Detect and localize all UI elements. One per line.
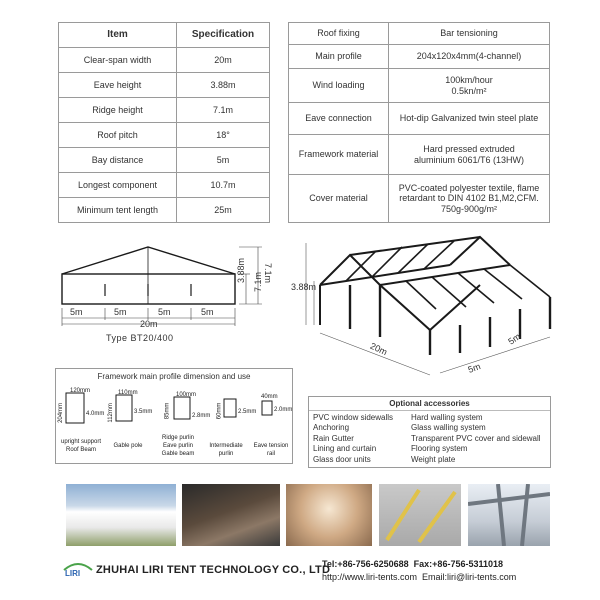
accessories-list-left xyxy=(313,413,393,465)
email-address[interactable]: Email:liri@liri-tents.com xyxy=(422,572,517,582)
table-row xyxy=(59,173,270,198)
list-item: Glass walling system xyxy=(411,423,486,433)
profile-dim: 4.0mm xyxy=(86,411,105,417)
profile-dim: 2.0mm xyxy=(274,407,293,413)
spec-cell: 5m xyxy=(177,148,270,173)
spec-cell xyxy=(389,135,550,175)
spec-cell: 18° xyxy=(177,123,270,148)
profile-dim: 110mm xyxy=(118,390,138,396)
item-cell: Roof fixing xyxy=(289,23,389,45)
spec-line: Hard pressed extruded xyxy=(423,144,515,155)
table-row xyxy=(289,103,550,135)
table-row xyxy=(289,135,550,175)
table-row xyxy=(289,69,550,103)
bay-dimension-label: 5m xyxy=(201,307,214,317)
profile-sections xyxy=(56,385,292,435)
ridge-height-label: 7.1m xyxy=(253,271,263,292)
fax-number: Fax:+86-756-5311018 xyxy=(413,559,503,569)
photo-aluminium-profiles xyxy=(379,484,461,546)
eave-height-label: 3.88m xyxy=(236,257,246,283)
profile-dim: 204mm xyxy=(58,402,65,423)
spec-cell: 7.1m xyxy=(177,98,270,123)
profile-dimension-panel xyxy=(55,368,293,464)
spec-cell: Hot-dip Galvanized twin steel plate xyxy=(389,103,550,135)
table-row xyxy=(59,48,270,73)
table-row xyxy=(289,23,550,45)
item-cell: Eave height xyxy=(59,73,177,98)
item-cell: Longest component xyxy=(59,173,177,198)
table-row xyxy=(59,148,270,173)
table-row xyxy=(289,175,550,223)
spec-cell: 25m xyxy=(177,198,270,223)
accessories-list-right xyxy=(411,413,541,465)
table-row xyxy=(59,98,270,123)
spec-cell: 10.7m xyxy=(177,173,270,198)
item-cell: Main profile xyxy=(289,45,389,69)
table-row xyxy=(289,45,550,69)
item-cell: Roof pitch xyxy=(59,123,177,148)
item-cell: Clear-span width xyxy=(59,48,177,73)
item-cell: Framework material xyxy=(289,135,389,175)
company-logo xyxy=(62,556,94,578)
spec-line: 750g-900g/m² xyxy=(440,203,498,214)
profile-caption: upright support Roof Beam xyxy=(60,439,102,453)
type-label: Type BT20/400 xyxy=(106,333,174,343)
profile-caption: Eave tension rail xyxy=(253,443,289,457)
website-link[interactable]: http://www.liri-tents.com xyxy=(322,572,418,582)
profile-section-shape xyxy=(224,399,236,417)
spec-line: 100km/hour xyxy=(445,75,493,86)
elevation-bay-markers xyxy=(105,284,191,296)
item-cell: Ridge height xyxy=(59,98,177,123)
logo-text: LIRI xyxy=(65,569,81,578)
phone-number: Tel:+86-756-6250688 xyxy=(322,559,409,569)
iso-bay-label: 5m xyxy=(506,331,523,347)
accessories-title: Optional accessories xyxy=(309,399,550,411)
bay-dimension-label: 5m xyxy=(158,307,171,317)
list-item: Hard walling system xyxy=(411,413,483,422)
list-item: Rain Gutter xyxy=(313,433,354,443)
profile-dim: 2.8mm xyxy=(192,413,211,419)
spec-line: PVC-coated polyester textile, flame xyxy=(398,182,540,193)
spec-cell: 20m xyxy=(177,48,270,73)
list-item: Lining and curtain xyxy=(313,444,377,454)
profile-dim: 85mm xyxy=(164,402,171,420)
front-elevation-drawing xyxy=(50,240,300,350)
list-item: PVC window sidewalls xyxy=(313,413,394,422)
profile-section-shape xyxy=(262,401,272,415)
table-row xyxy=(59,123,270,148)
bay-dimension-label: 5m xyxy=(70,307,83,317)
profile-section-shape xyxy=(174,397,190,419)
photo-lining-interior xyxy=(286,484,372,546)
item-cell: Minimum tent length xyxy=(59,198,177,223)
list-item: Transparent PVC cover and sidewall xyxy=(411,433,541,443)
iso-ridge-label: 7.1m xyxy=(263,263,273,284)
profile-panel-title: Framework main profile dimension and use xyxy=(97,372,251,381)
frame-structure xyxy=(320,237,510,330)
photo-flooring xyxy=(182,484,280,546)
spec-table-right xyxy=(288,22,550,223)
item-cell: Cover material xyxy=(289,175,389,223)
profile-dim: 120mm xyxy=(70,388,91,394)
profile-dim: 3.5mm xyxy=(134,409,153,415)
spec-line: 0.5kn/m² xyxy=(451,85,487,96)
iso-span-label: 20m xyxy=(368,340,389,358)
total-span-label: 20m xyxy=(140,319,158,329)
contact-block xyxy=(322,558,516,584)
photo-tent-exterior xyxy=(66,484,176,546)
item-cell: Wind loading xyxy=(289,69,389,103)
bay-dimension-label: 5m xyxy=(114,307,127,317)
table-row xyxy=(59,198,270,223)
profile-dim: 60mm xyxy=(216,402,223,420)
spec-cell: Bar tensioning xyxy=(389,23,550,45)
optional-accessories-panel xyxy=(308,396,551,468)
spec-cell: 3.88m xyxy=(177,73,270,98)
list-item: Flooring system xyxy=(411,444,468,454)
spec-cell xyxy=(389,69,550,103)
iso-eave-label: 3.88m xyxy=(291,282,317,292)
list-item: Weight plate xyxy=(411,454,456,464)
table-row xyxy=(59,73,270,98)
profile-dim: 112mm xyxy=(107,403,114,423)
spec-line: retardant to DIN 4102 B1,M2,CFM. xyxy=(399,193,539,204)
profile-dim: 100mm xyxy=(176,392,197,398)
spec-cell: 204x120x4mm(4-channel) xyxy=(389,45,550,69)
photo-frame-connection xyxy=(468,484,550,546)
iso-bay-label: 5m xyxy=(466,361,482,375)
spec-table-left xyxy=(58,22,270,223)
isometric-frame-drawing xyxy=(270,225,570,385)
item-cell: Eave connection xyxy=(289,103,389,135)
profile-caption: Ridge purlin Eave purlin Gable beam xyxy=(161,435,195,457)
profile-section-shape xyxy=(116,395,132,421)
profile-dim: 40mm xyxy=(261,394,278,400)
company-name: ZHUHAI LIRI TENT TECHNOLOGY CO., LTD xyxy=(96,564,331,576)
list-item: Anchoring xyxy=(313,423,350,433)
profile-dim: 2.5mm xyxy=(238,409,257,415)
header-cell: Item xyxy=(59,23,177,48)
spec-line: aluminium 6061/T6 (13HW) xyxy=(413,154,525,165)
item-cell: Bay distance xyxy=(59,148,177,173)
profile-caption: Intermediate purlin xyxy=(209,443,243,457)
profile-caption: Gable pole xyxy=(113,443,143,449)
spec-cell xyxy=(389,175,550,223)
table-header-row xyxy=(59,23,270,48)
header-cell: Specification xyxy=(177,23,270,48)
list-item: Glass door units xyxy=(313,454,371,464)
profile-section-shape xyxy=(66,393,84,423)
